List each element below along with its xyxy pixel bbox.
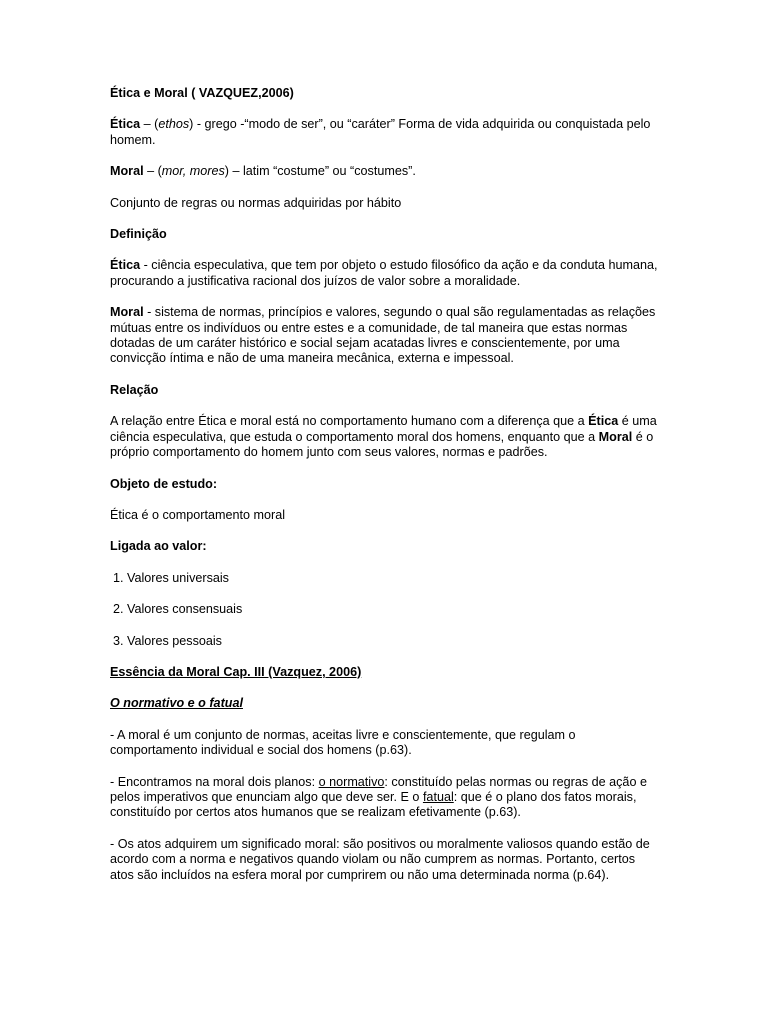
- p2-part-c: : que é o plano dos fatos morais, constituído por certos atos humanos que se realizam efetivamente (p.63).: [110, 789, 637, 820]
- definicao-heading: Definição: [110, 227, 167, 242]
- etica-dash: – (: [140, 117, 159, 132]
- moral-rest: ) – latim “costume” ou “costumes”.: [224, 164, 416, 179]
- etica-rest: ) - grego -“modo de ser”, ou “caráter” Forma de vida adquirida ou conquistada pelo homem.: [110, 117, 651, 147]
- objeto-heading: Objeto de estudo:: [110, 476, 218, 491]
- relacao-heading: Relação: [110, 382, 159, 397]
- relacao-paragraph: [110, 414, 660, 460]
- def-moral-paragraph: [110, 305, 660, 367]
- normativo-heading: O normativo e o fatual: [110, 696, 243, 711]
- p2-part-b: : constituído pelas normas ou regras de ação e pelos imperativos que enunciam algo que deve ser. E o: [110, 774, 647, 804]
- valor-item: 2. Valores consensuais: [113, 602, 243, 617]
- relacao-part1: A relação entre Ética e moral está no comportamento humano com a diferença que a: [110, 414, 589, 429]
- relacao-moral-term: Moral: [598, 429, 633, 444]
- def-etica-paragraph: [110, 258, 660, 289]
- document-page: [110, 86, 660, 899]
- normativo-underlined: o normativo: [318, 774, 385, 789]
- ethos-word: ethos: [158, 117, 190, 132]
- relacao-part3: é o próprio comportamento do homem junto com seus valores, normas e padrões.: [110, 429, 654, 460]
- def-etica-term: Ética: [110, 258, 141, 273]
- fatual-underlined: fatual: [422, 789, 454, 804]
- document-title: Ética e Moral ( VAZQUEZ,2006): [110, 86, 294, 100]
- relacao-part2: é uma ciência especulativa, que estuda o comportamento moral dos homens, enquanto que a: [110, 414, 657, 444]
- normativo-paragraph-2: [110, 775, 660, 821]
- ligada-heading: Ligada ao valor:: [110, 539, 207, 554]
- normativo-paragraph-1: - A moral é um conjunto de normas, aceitas livre e conscientemente, que regulam o comportamento individual e social dos homens (p.63).: [110, 727, 576, 758]
- essencia-heading: Essência da Moral Cap. III (Vazquez, 2006): [110, 664, 362, 679]
- conjunto-paragraph: Conjunto de regras ou normas adquiridas por hábito: [110, 195, 402, 210]
- mores-word: mor, mores: [161, 164, 225, 179]
- etica-term: Ética: [110, 117, 141, 132]
- relacao-etica-term: Ética: [588, 414, 619, 429]
- valor-item: 3. Valores pessoais: [113, 633, 222, 648]
- valor-item: 1. Valores universais: [113, 570, 229, 585]
- normativo-paragraph-3: - Os atos adquirem um significado moral: são positivos ou moralmente valiosos quando estão de acordo com a norma e negativos quando violam ou não cumprem as normas. Portanto, certos atos são incluídos na esfera moral por cumprirem ou não uma determinada norma (p.64).: [110, 836, 650, 882]
- def-moral-term: Moral: [110, 305, 144, 320]
- def-moral-text: - sistema de normas, princípios e valores, segundo o qual são regulamentadas as relações mútuas entre os indivíduos ou entre estes e a comunidade, de tal maneira que estas normas dotadas de um caráter histórico e social sejam acatadas livres e conscientemente, por uma convicção íntima e não de uma maneira mecânica, externa e impessoal.: [110, 305, 656, 366]
- moral-dash: – (: [143, 164, 162, 179]
- def-etica-text: - ciência especulativa, que tem por objeto o estudo filosófico da ação e da conduta humana, procurando a justificativa racional dos juízos de valor sobre a moralidade.: [110, 258, 658, 288]
- p2-part-a: - Encontramos na moral dois planos:: [110, 774, 319, 789]
- moral-definition-line: [110, 164, 660, 179]
- moral-term: Moral: [110, 164, 144, 179]
- objeto-text: Ética é o comportamento moral: [110, 507, 285, 522]
- etica-definition-line: [110, 117, 660, 148]
